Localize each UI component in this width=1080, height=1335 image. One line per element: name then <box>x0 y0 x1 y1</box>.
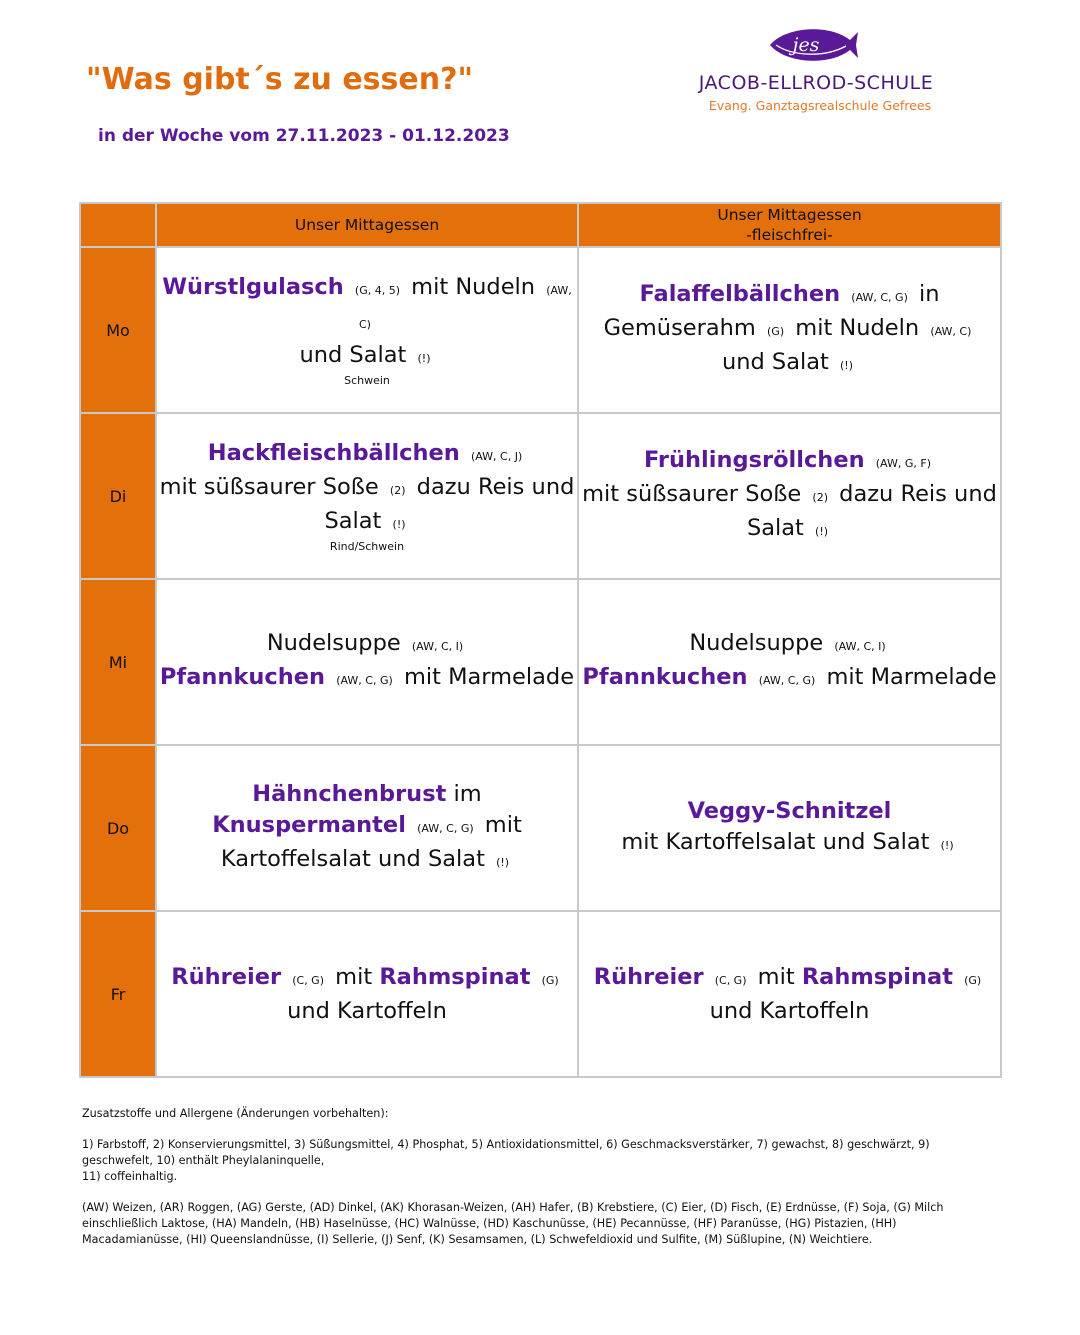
allergen-codes: (AW, C) <box>930 325 972 338</box>
table-row <box>80 911 1001 1077</box>
menu-table <box>79 202 1002 1078</box>
dish-name: Hähnchenbrust <box>252 780 447 807</box>
allergen-codes: (2) <box>389 484 406 497</box>
meal-text: mit <box>757 963 795 990</box>
column-header-sublabel: -fleischfrei- <box>746 226 833 244</box>
column-header-vegetarian <box>578 203 1001 247</box>
additives-text-2: 11) coffeinhaltig. <box>82 1170 178 1183</box>
logo-mark-text: jes <box>792 34 820 56</box>
dish-name: Rühreier <box>593 963 704 990</box>
meat-type: Schwein <box>344 374 390 387</box>
allergen-codes: (!) <box>840 359 854 372</box>
day-cell: Mi <box>80 579 156 745</box>
allergen-codes: (G) <box>964 973 982 987</box>
allergens-list: (AW) Weizen, (AR) Roggen, (AG) Gerste, (AD) Dinkel, (AK) Khorasan-Weizen, (AH) Hafer, (B) Krebstiere, (C) Eier, (D) Fisch, (E) Erdnüsse, (F) Soja, (G) Milch einschließlich Laktose, (HA) Mandeln, (HB) Haselnüsse, (HC) Walnüsse, (HD) Kaschunüsse, (HE) Pecannüsse, (HF) Paranüsse, (HG) Pistazien, (HH) Macadamianüsse, (HI) Queenslandnüsse, (I) Sellerie, (J) Senf, (K) Sesamsamen, (L) Schwefeldioxid und Sulfite, (M) Süßlupine, (N) Weichtiere. <box>82 1201 944 1246</box>
day-cell: Di <box>80 413 156 579</box>
allergen-codes: (G, 4, 5) <box>354 284 401 297</box>
school-logo <box>696 24 946 124</box>
soup-name: Nudelsuppe <box>266 630 401 656</box>
allergen-codes: (G) <box>541 973 559 987</box>
meal-text: mit Nudeln <box>411 274 536 300</box>
meal-cell-vegetarian <box>578 745 1001 911</box>
allergen-codes: (AW, C, I) <box>411 640 464 653</box>
allergen-codes: (!) <box>940 838 954 852</box>
meal-text: mit süßsaurer Soße <box>159 474 379 500</box>
meal-cell-vegetarian <box>578 911 1001 1077</box>
meal-text: mit Kartoffelsalat und Salat <box>220 811 522 872</box>
meal-cell-standard <box>156 413 578 579</box>
column-header-label: Unser Mittagessen <box>294 216 440 234</box>
allergen-codes: (AW, G, F) <box>875 457 931 470</box>
allergen-codes: (AW, C, I) <box>834 640 886 653</box>
meat-type: Rind/Schwein <box>329 540 405 553</box>
dish-name-secondary: Knuspermantel <box>212 811 406 838</box>
meal-text: mit <box>335 963 373 990</box>
meal-text: und Kartoffeln <box>709 997 870 1024</box>
allergen-codes: (!) <box>815 525 829 538</box>
additives-text: 1) Farbstoff, 2) Konservierungsmittel, 3) Süßungsmittel, 4) Phosphat, 5) Antioxidationsmittel, 6) Geschmacksverstärker, 7) gewachst, 8) geschwärzt, 9) geschwefelt, 10) enthält Pheylalaninquelle, <box>82 1138 930 1167</box>
dish-name: Pfannkuchen <box>159 664 326 690</box>
meal-text: dazu Reis und Salat <box>324 474 575 534</box>
meal-cell-standard <box>156 579 578 745</box>
meal-text: mit Marmelade <box>826 664 997 690</box>
allergen-codes: (C, G) <box>292 973 324 987</box>
additives-list <box>82 1137 982 1185</box>
meal-text: und Kartoffeln <box>287 997 447 1024</box>
allergen-codes: (AW, C, G) <box>336 674 393 687</box>
allergen-codes: (!) <box>496 855 510 869</box>
day-cell: Mo <box>80 247 156 413</box>
school-name: JACOB-ELLROD-SCHULE <box>698 72 934 94</box>
meal-cell-standard <box>156 911 578 1077</box>
week-range: in der Woche vom 27.11.2023 - 01.12.2023 <box>98 126 510 146</box>
allergen-codes: (!) <box>392 518 406 531</box>
dish-name: Falaffelbällchen <box>639 281 841 307</box>
fish-logo-icon <box>766 24 860 66</box>
dish-name: Pfannkuchen <box>582 664 748 690</box>
meal-text: und Salat <box>721 349 829 375</box>
page-title: "Was gibt´s zu essen?" <box>86 62 474 97</box>
allergen-codes: (AW, C, G) <box>851 291 908 304</box>
table-row <box>80 413 1001 579</box>
day-cell: Fr <box>80 911 156 1077</box>
meal-cell-standard <box>156 745 578 911</box>
table-row <box>80 579 1001 745</box>
column-header-label: Unser Mittagessen <box>717 206 862 224</box>
dish-name: Rühreier <box>171 963 282 990</box>
allergen-codes: (G) <box>767 325 785 338</box>
allergen-notes <box>82 1106 982 1263</box>
soup-name: Nudelsuppe <box>689 630 824 656</box>
column-header-standard <box>156 203 578 247</box>
meal-text: mit süßsaurer Soße <box>582 481 802 507</box>
meal-cell-vegetarian <box>578 247 1001 413</box>
meal-text: dazu Reis und Salat <box>746 481 997 541</box>
meal-text: in Gemüserahm <box>603 281 940 341</box>
meal-text: mit Marmelade <box>403 664 575 690</box>
dish-name-secondary: Rahmspinat <box>801 963 953 990</box>
meal-text: im <box>453 780 482 807</box>
meal-text: mit Kartoffelsalat und Salat <box>621 828 930 855</box>
meal-cell-vegetarian <box>578 579 1001 745</box>
school-subtitle: Evang. Ganztagsrealschule Gefrees <box>708 98 932 113</box>
day-cell: Do <box>80 745 156 911</box>
header-corner <box>80 203 156 247</box>
dish-name: Würstlgulasch <box>162 274 344 300</box>
allergen-codes: (2) <box>812 491 829 504</box>
meal-cell-vegetarian <box>578 413 1001 579</box>
table-header-row <box>80 203 1001 247</box>
dish-name: Frühlingsröllchen <box>643 447 865 473</box>
meal-text: und Salat <box>299 342 407 368</box>
allergen-codes: (AW, C, G) <box>417 821 474 835</box>
allergen-codes: (AW, C, G) <box>758 674 816 687</box>
allergen-codes: (!) <box>417 352 431 365</box>
meal-text: mit Nudeln <box>795 315 920 341</box>
table-row <box>80 247 1001 413</box>
dish-name-secondary: Rahmspinat <box>379 963 531 990</box>
allergen-codes: (AW, C, J) <box>470 450 523 463</box>
allergen-codes: (C, G) <box>714 973 747 987</box>
table-row <box>80 745 1001 911</box>
meal-cell-standard <box>156 247 578 413</box>
allergen-codes: (AW, C) <box>359 284 572 331</box>
notes-heading: Zusatzstoffe und Allergene (Änderungen vorbehalten): <box>82 1107 389 1120</box>
dish-name: Hackfleischbällchen <box>207 440 460 466</box>
dish-name: Veggy-Schnitzel <box>687 797 892 824</box>
